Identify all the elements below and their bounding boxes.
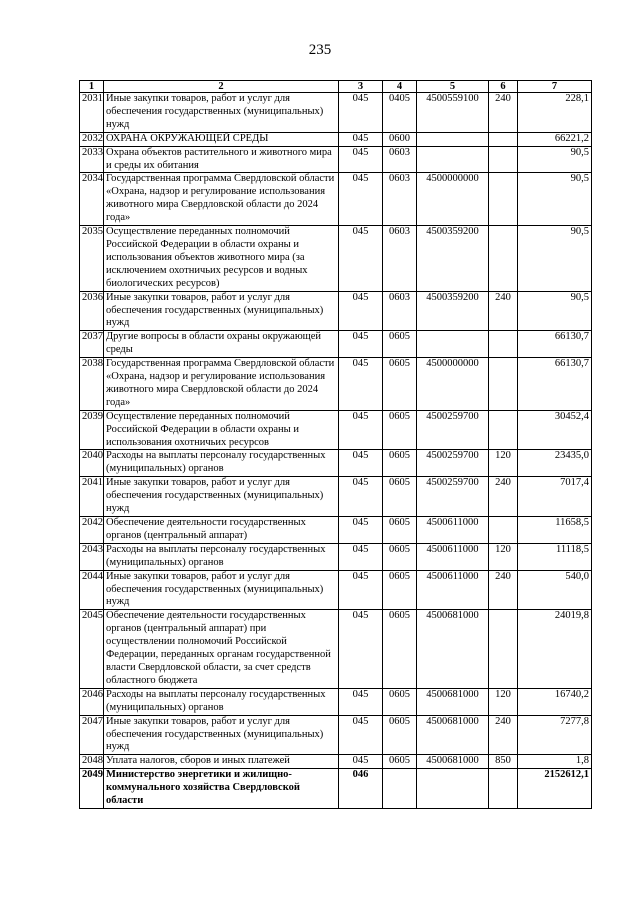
row-ministry-code: 045 (339, 477, 383, 517)
row-expense-type: 240 (489, 715, 518, 755)
table-row (80, 688, 592, 715)
table-row (80, 570, 592, 610)
row-name: Иные закупки товаров, работ и услуг для обеспечения государственных (муниципальных) нужд (104, 570, 339, 610)
row-number: 2048 (80, 755, 104, 769)
row-section-code: 0605 (383, 755, 417, 769)
row-expense-type (489, 226, 518, 292)
table-row (80, 331, 592, 358)
row-amount: 66221,2 (518, 132, 592, 146)
row-section-code: 0605 (383, 331, 417, 358)
row-ministry-code: 045 (339, 226, 383, 292)
row-number: 2046 (80, 688, 104, 715)
row-section-code: 0605 (383, 410, 417, 450)
row-target-code (417, 146, 489, 173)
row-expense-type (489, 358, 518, 411)
row-expense-type (489, 173, 518, 226)
row-amount: 90,5 (518, 146, 592, 173)
row-target-code: 4500611000 (417, 570, 489, 610)
row-number: 2034 (80, 173, 104, 226)
row-number: 2035 (80, 226, 104, 292)
row-target-code: 4500681000 (417, 715, 489, 755)
row-section-code: 0605 (383, 517, 417, 544)
row-target-code: 4500681000 (417, 688, 489, 715)
row-amount: 30452,4 (518, 410, 592, 450)
row-target-code: 4500000000 (417, 358, 489, 411)
row-name: Расходы на выплаты персоналу государственных (муниципальных) органов (104, 688, 339, 715)
row-target-code: 4500359200 (417, 291, 489, 331)
row-number: 2045 (80, 610, 104, 688)
row-section-code: 0603 (383, 146, 417, 173)
row-ministry-code: 045 (339, 410, 383, 450)
row-target-code: 4500259700 (417, 450, 489, 477)
row-ministry-code: 045 (339, 517, 383, 544)
row-target-code (417, 331, 489, 358)
row-section-code: 0605 (383, 450, 417, 477)
row-number: 2031 (80, 93, 104, 133)
row-name: Государственная программа Свердловской области «Охрана, надзор и регулирование использования животного мира Свердловской области до 2024 года» (104, 173, 339, 226)
row-expense-type: 120 (489, 688, 518, 715)
table-row (80, 769, 592, 809)
row-name: Обеспечение деятельности государственных органов (центральный аппарат) при осуществлении полномочий Российской Федерации, переданных органам государственной власти Свердловской области, за счет средств областного бюджета (104, 610, 339, 688)
row-ministry-code: 045 (339, 543, 383, 570)
row-target-code: 4500259700 (417, 477, 489, 517)
row-target-code: 4500559100 (417, 93, 489, 133)
row-name: Охрана объектов растительного и животного мира и среды их обитания (104, 146, 339, 173)
row-section-code: 0605 (383, 477, 417, 517)
row-expense-type (489, 410, 518, 450)
row-name: Иные закупки товаров, работ и услуг для обеспечения государственных (муниципальных) нужд (104, 93, 339, 133)
row-expense-type: 120 (489, 450, 518, 477)
row-amount: 66130,7 (518, 358, 592, 411)
table-row (80, 173, 592, 226)
row-name: Расходы на выплаты персоналу государственных (муниципальных) органов (104, 450, 339, 477)
row-section-code: 0405 (383, 93, 417, 133)
row-target-code: 4500359200 (417, 226, 489, 292)
row-number: 2039 (80, 410, 104, 450)
row-number: 2038 (80, 358, 104, 411)
table-row (80, 358, 592, 411)
row-number: 2044 (80, 570, 104, 610)
header-col-7: 7 (518, 81, 592, 93)
row-section-code (383, 769, 417, 809)
row-ministry-code: 045 (339, 93, 383, 133)
row-expense-type (489, 146, 518, 173)
row-expense-type: 240 (489, 93, 518, 133)
row-expense-type (489, 331, 518, 358)
row-number: 2033 (80, 146, 104, 173)
row-amount: 1,8 (518, 755, 592, 769)
table-row (80, 226, 592, 292)
header-col-1: 1 (80, 81, 104, 93)
row-section-code: 0605 (383, 610, 417, 688)
row-name: ОХРАНА ОКРУЖАЮЩЕЙ СРЕДЫ (104, 132, 339, 146)
row-target-code: 4500000000 (417, 173, 489, 226)
table-row (80, 755, 592, 769)
row-amount: 16740,2 (518, 688, 592, 715)
row-number: 2042 (80, 517, 104, 544)
table-row (80, 715, 592, 755)
table-header-row (80, 81, 592, 93)
row-section-code: 0605 (383, 570, 417, 610)
row-name: Государственная программа Свердловской области «Охрана, надзор и регулирование использования животного мира Свердловской области до 2024 года» (104, 358, 339, 411)
row-target-code: 4500681000 (417, 610, 489, 688)
row-name: Другие вопросы в области охраны окружающей среды (104, 331, 339, 358)
row-amount: 7017,4 (518, 477, 592, 517)
table-body (80, 93, 592, 809)
row-expense-type: 240 (489, 477, 518, 517)
row-ministry-code: 045 (339, 146, 383, 173)
budget-table (79, 80, 592, 809)
table-row (80, 410, 592, 450)
row-amount: 66130,7 (518, 331, 592, 358)
row-name: Иные закупки товаров, работ и услуг для обеспечения государственных (муниципальных) нужд (104, 477, 339, 517)
row-number: 2032 (80, 132, 104, 146)
header-col-6: 6 (489, 81, 518, 93)
row-name: Расходы на выплаты персоналу государственных (муниципальных) органов (104, 543, 339, 570)
table-row (80, 132, 592, 146)
row-number: 2049 (80, 769, 104, 809)
row-expense-type (489, 769, 518, 809)
row-name: Уплата налогов, сборов и иных платежей (104, 755, 339, 769)
row-expense-type: 120 (489, 543, 518, 570)
row-section-code: 0603 (383, 226, 417, 292)
row-ministry-code: 045 (339, 173, 383, 226)
row-name: Осуществление переданных полномочий Российской Федерации в области охраны и использования объектов животного мира (за исключением охотничьих ресурсов и водных биологических ресурсов) (104, 226, 339, 292)
row-ministry-code: 045 (339, 715, 383, 755)
table-row (80, 291, 592, 331)
table-row (80, 517, 592, 544)
row-target-code (417, 769, 489, 809)
header-col-2: 2 (104, 81, 339, 93)
row-number: 2043 (80, 543, 104, 570)
row-expense-type (489, 132, 518, 146)
row-ministry-code: 045 (339, 610, 383, 688)
row-amount: 24019,8 (518, 610, 592, 688)
row-amount: 228,1 (518, 93, 592, 133)
header-col-5: 5 (417, 81, 489, 93)
row-name: Обеспечение деятельности государственных органов (центральный аппарат) (104, 517, 339, 544)
row-amount: 540,0 (518, 570, 592, 610)
row-section-code: 0605 (383, 543, 417, 570)
table-row (80, 93, 592, 133)
page-number: 235 (308, 42, 332, 58)
table-row (80, 477, 592, 517)
row-expense-type: 240 (489, 570, 518, 610)
row-expense-type: 850 (489, 755, 518, 769)
row-ministry-code: 045 (339, 358, 383, 411)
row-name: Осуществление переданных полномочий Российской Федерации в области охраны и использования охотничьих ресурсов (104, 410, 339, 450)
row-target-code: 4500611000 (417, 543, 489, 570)
row-amount: 7277,8 (518, 715, 592, 755)
row-ministry-code: 045 (339, 331, 383, 358)
row-target-code: 4500681000 (417, 755, 489, 769)
row-number: 2037 (80, 331, 104, 358)
row-section-code: 0603 (383, 291, 417, 331)
row-section-code: 0605 (383, 358, 417, 411)
row-target-code: 4500259700 (417, 410, 489, 450)
row-name: Иные закупки товаров, работ и услуг для обеспечения государственных (муниципальных) нужд (104, 715, 339, 755)
row-section-code: 0603 (383, 173, 417, 226)
row-ministry-code: 045 (339, 755, 383, 769)
row-expense-type: 240 (489, 291, 518, 331)
row-amount: 90,5 (518, 173, 592, 226)
row-ministry-code: 045 (339, 132, 383, 146)
table-row (80, 146, 592, 173)
row-target-code (417, 132, 489, 146)
table-row (80, 610, 592, 688)
row-section-code: 0600 (383, 132, 417, 146)
row-number: 2036 (80, 291, 104, 331)
table-row (80, 543, 592, 570)
row-amount: 11118,5 (518, 543, 592, 570)
row-name: Иные закупки товаров, работ и услуг для обеспечения государственных (муниципальных) нужд (104, 291, 339, 331)
table-row (80, 450, 592, 477)
row-section-code: 0605 (383, 688, 417, 715)
row-ministry-code: 045 (339, 291, 383, 331)
row-amount: 90,5 (518, 226, 592, 292)
row-amount: 11658,5 (518, 517, 592, 544)
row-ministry-code: 045 (339, 450, 383, 477)
row-ministry-code: 045 (339, 570, 383, 610)
row-amount: 90,5 (518, 291, 592, 331)
row-expense-type (489, 610, 518, 688)
row-number: 2047 (80, 715, 104, 755)
row-target-code: 4500611000 (417, 517, 489, 544)
row-amount: 2152612,1 (518, 769, 592, 809)
row-expense-type (489, 517, 518, 544)
row-amount: 23435,0 (518, 450, 592, 477)
header-col-3: 3 (339, 81, 383, 93)
row-ministry-code: 045 (339, 688, 383, 715)
header-col-4: 4 (383, 81, 417, 93)
row-name: Министерство энергетики и жилищно-коммунального хозяйства Свердловской области (104, 769, 339, 809)
row-ministry-code: 046 (339, 769, 383, 809)
row-section-code: 0605 (383, 715, 417, 755)
row-number: 2041 (80, 477, 104, 517)
row-number: 2040 (80, 450, 104, 477)
